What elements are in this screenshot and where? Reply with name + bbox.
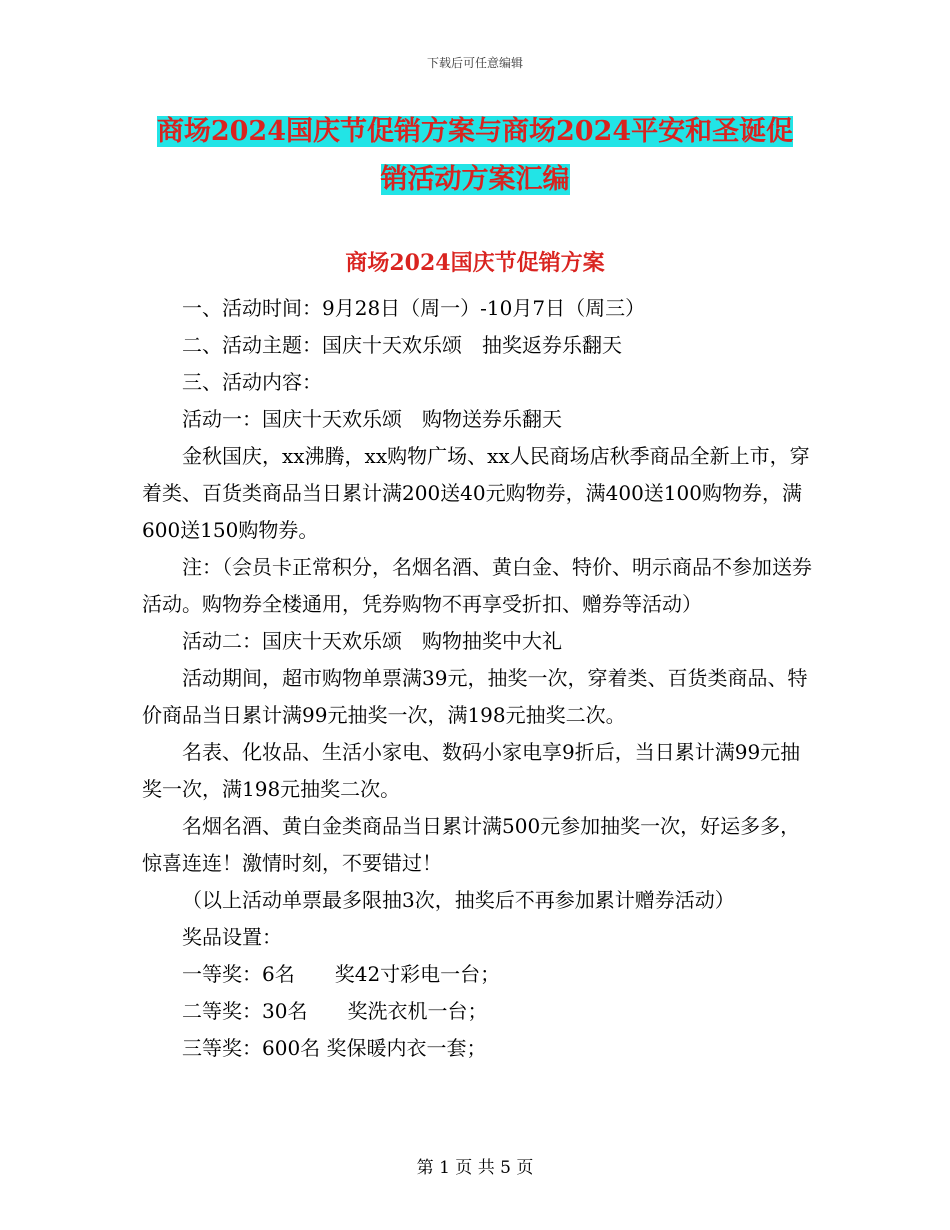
header-note: 下载后可任意编辑 [426, 56, 523, 70]
paragraph: 三等奖：600名 奖保暖内衣一套； [182, 1036, 487, 1060]
paragraph: 名烟名酒、黄白金类商品当日累计满500元参加抽奖一次，好运多多，惊喜连连！激情时刻，不要错过！ [142, 814, 801, 875]
paragraph: 二等奖：30名 奖洗衣机一台； [182, 999, 488, 1023]
paragraph: 名表、化妆品、生活小家电、数码小家电享9折后，当日累计满99元抽奖一次，满198元抽奖二次。 [142, 740, 801, 801]
paragraph: 活动一：国庆十天欢乐颂 购物送券乐翻天 [182, 407, 562, 431]
paragraph: 二、活动主题：国庆十天欢乐颂 抽奖返券乐翻天 [182, 333, 622, 357]
body-text [142, 290, 812, 1067]
paragraph: （以上活动单票最多限抽3次，抽奖后不再参加累计赠券活动） [182, 888, 735, 912]
title-line-1: 商场2024国庆节促销方案与商场2024平安和圣诞促 [156, 116, 794, 147]
paragraph: 活动二：国庆十天欢乐颂 购物抽奖中大礼 [182, 629, 562, 653]
page-footer: 第 1 页 共 5 页 [416, 1158, 534, 1178]
paragraph: 金秋国庆，xx沸腾，xx购物广场、xx人民商场店秋季商品全新上市，穿着类、百货类商品当日累计满200送40元购物券，满400送100购物券，满600送150购物券。 [142, 444, 810, 542]
paragraph: 三、活动内容： [182, 370, 322, 394]
paragraph: 注：（会员卡正常积分，名烟名酒、黄白金、特价、明示商品不参加送券活动。购物券全楼通用，凭券购物不再享受折扣、赠券等活动） [142, 555, 812, 616]
paragraph: 奖品设置： [182, 925, 282, 949]
paragraph: 活动期间，超市购物单票满39元，抽奖一次，穿着类、百货类商品、特价商品当日累计满99元抽奖一次，满198元抽奖二次。 [142, 666, 808, 727]
section-title: 商场2024国庆节促销方案 [345, 250, 605, 276]
title-line-2: 销活动方案汇编 [380, 164, 570, 195]
paragraph: 一、活动时间：9月28日（周一）-10月7日（周三） [182, 296, 646, 320]
document-title [142, 108, 808, 204]
paragraph: 一等奖：6名 奖42寸彩电一台； [182, 962, 501, 986]
